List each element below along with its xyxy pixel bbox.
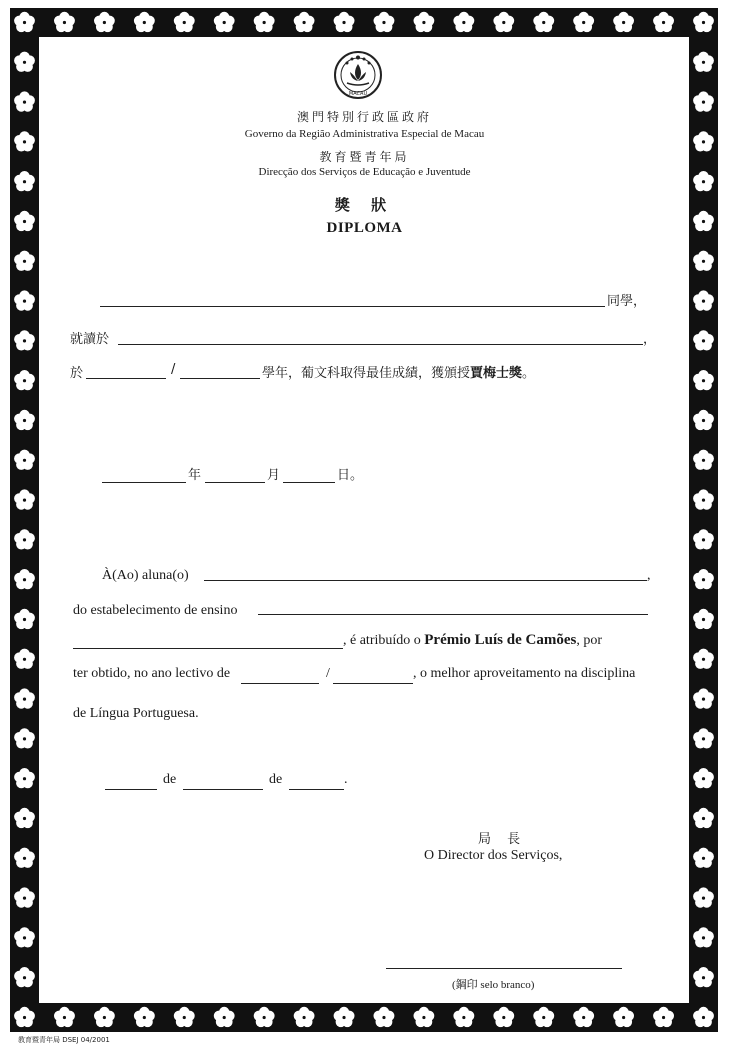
title-en: DIPLOMA	[326, 220, 403, 236]
school-name-continued-line-pt[interactable]	[73, 648, 343, 649]
department-name-pt: Direcção dos Serviços de Educação e Juventude	[258, 166, 471, 178]
date-day-line-pt[interactable]	[105, 789, 157, 790]
student-name-line-pt[interactable]	[204, 580, 647, 581]
slash-cn: /	[171, 362, 176, 377]
student-name-line-cn[interactable]	[100, 306, 605, 307]
date-de1-pt: de	[163, 772, 177, 787]
obtained-text-pt: ter obtido, no ano lectivo de	[73, 666, 231, 681]
school-prefix-cn: 就讀於	[70, 332, 110, 347]
form-code: 教育暨青年局 DSEJ 04/2001	[18, 1036, 110, 1044]
signature-line[interactable]	[386, 968, 622, 969]
comma-pt: ,	[647, 568, 651, 583]
macau-emblem-icon	[333, 50, 383, 100]
emblem-label: MACAU	[348, 91, 368, 97]
attributed-text-pt: , é atribuído o	[343, 633, 421, 648]
award-text-end-cn: 。	[522, 366, 536, 381]
award-name-cn: 賈梅士獎	[470, 366, 523, 381]
department-name-cn: 教育暨青年局	[319, 150, 410, 164]
student-label-pt: À(Ao) aluna(o)	[102, 568, 189, 583]
date-month-line-pt[interactable]	[183, 789, 263, 790]
date-month-line-cn[interactable]	[205, 482, 265, 483]
date-year-line-pt[interactable]	[289, 789, 344, 790]
year-end-line-cn[interactable]	[180, 378, 260, 379]
year-start-line-cn[interactable]	[86, 378, 166, 379]
director-title-cn: 局 長	[478, 832, 527, 847]
slash-pt: /	[326, 666, 330, 681]
seal-note: (鋼印 selo branco)	[452, 979, 535, 991]
date-year-cn: 年	[188, 468, 202, 483]
date-period-pt: .	[344, 772, 348, 787]
school-name-line-cn[interactable]	[118, 344, 643, 345]
award-sentence-cn	[262, 362, 535, 381]
award-name-pt: Prémio Luís de Camões	[424, 632, 577, 648]
date-month-cn: 月	[267, 468, 281, 483]
date-day-line-cn[interactable]	[283, 482, 335, 483]
lective-year-end-line-pt[interactable]	[333, 683, 413, 684]
school-label-pt: do estabelecimento de ensino	[73, 603, 238, 618]
date-de2-pt: de	[269, 772, 283, 787]
date-year-line-cn[interactable]	[102, 482, 186, 483]
year-prefix-cn: 於	[70, 366, 84, 381]
comma-cn: ，	[643, 332, 657, 347]
attributed-sentence-pt	[343, 632, 602, 649]
date-day-cn: 日。	[337, 468, 364, 483]
government-name-cn: 澳門特別行政區政府	[296, 110, 432, 124]
lective-year-start-line-pt[interactable]	[241, 683, 319, 684]
subject-text-pt: de Língua Portuguesa.	[73, 706, 199, 721]
government-name-pt: Governo da Região Administrativa Especial de Macau	[244, 128, 485, 140]
award-text-start-cn: 學年，葡文科取得最佳成績，獲頒授	[262, 366, 471, 381]
title-cn: 獎 狀	[334, 196, 395, 214]
school-name-line-pt[interactable]	[258, 614, 648, 615]
por-text-pt: , por	[576, 633, 603, 648]
student-suffix-cn: 同學，	[607, 294, 647, 309]
director-title-pt: O Director dos Serviços,	[424, 848, 563, 863]
best-text-pt: , o melhor aproveitamento na disciplina	[413, 666, 636, 681]
